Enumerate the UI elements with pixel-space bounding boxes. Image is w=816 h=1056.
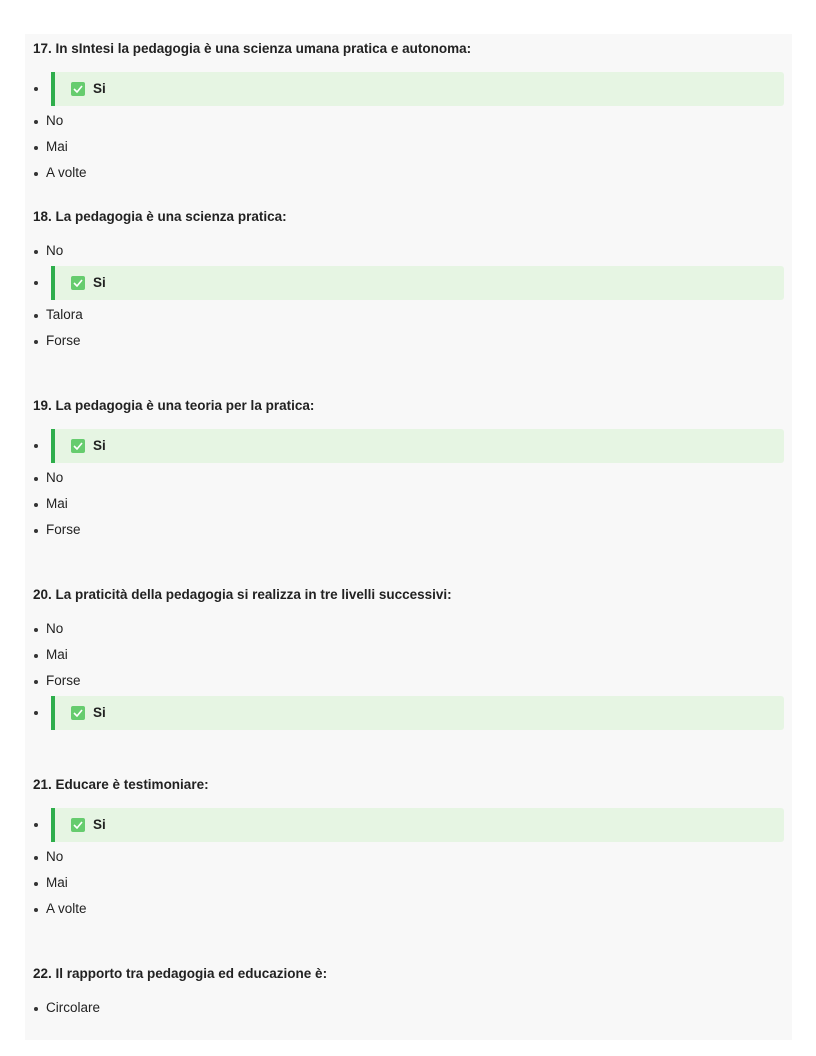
answer-label: Mai xyxy=(46,647,68,662)
correct-answer-highlight xyxy=(51,808,784,842)
correct-answer-option xyxy=(33,266,784,300)
question-title: 17. In sIntesi la pedagogia è una scienza umana pratica e autonoma: xyxy=(33,41,472,56)
correct-answer-highlight xyxy=(51,72,784,106)
answer-label: A volte xyxy=(46,901,87,916)
answer-label: No xyxy=(46,470,64,485)
answer-label: A volte xyxy=(46,165,87,180)
answer-option xyxy=(33,240,784,262)
answer-option xyxy=(33,670,784,692)
answer-label: No xyxy=(46,243,64,258)
answer-list xyxy=(33,618,784,730)
answer-option xyxy=(33,162,784,184)
quiz-panel xyxy=(25,34,792,1040)
question-block xyxy=(33,586,784,734)
answer-option xyxy=(33,872,784,894)
answer-label: Si xyxy=(93,438,106,453)
correct-answer-option xyxy=(33,429,784,463)
checkbox-checked-icon xyxy=(71,818,85,832)
answer-option xyxy=(33,644,784,666)
answer-option xyxy=(33,898,784,920)
answer-option xyxy=(33,519,784,541)
answer-option xyxy=(33,493,784,515)
question-block xyxy=(33,208,784,356)
answer-option xyxy=(33,304,784,326)
answer-label: Si xyxy=(93,81,106,96)
answer-option xyxy=(33,110,784,132)
question-title: 22. Il rapporto tra pedagogia ed educazione è: xyxy=(33,966,328,981)
answer-label: Mai xyxy=(46,139,68,154)
answer-list xyxy=(33,72,784,184)
answer-label: Si xyxy=(93,275,106,290)
answer-label: Forse xyxy=(46,333,81,348)
answer-option xyxy=(33,136,784,158)
answer-label: Mai xyxy=(46,875,68,890)
answer-label: No xyxy=(46,621,64,636)
answer-option xyxy=(33,330,784,352)
question-block xyxy=(33,965,784,1023)
answer-label: Si xyxy=(93,705,106,720)
correct-answer-highlight xyxy=(51,696,784,730)
correct-answer-highlight xyxy=(51,266,784,300)
answer-label: No xyxy=(46,113,64,128)
question-block xyxy=(33,40,784,188)
answer-label: Forse xyxy=(46,673,81,688)
question-block xyxy=(33,397,784,545)
correct-answer-option xyxy=(33,72,784,106)
answer-label: Forse xyxy=(46,522,81,537)
question-title: 19. La pedagogia è una teoria per la pratica: xyxy=(33,398,315,413)
correct-answer-highlight xyxy=(51,429,784,463)
checkbox-checked-icon xyxy=(71,706,85,720)
correct-answer-option xyxy=(33,808,784,842)
question-title: 20. La praticità della pedagogia si realizza in tre livelli successivi: xyxy=(33,587,452,602)
checkbox-checked-icon xyxy=(71,439,85,453)
checkbox-checked-icon xyxy=(71,276,85,290)
answer-label: Mai xyxy=(46,496,68,511)
question-title: 21. Educare è testimoniare: xyxy=(33,777,209,792)
question-title: 18. La pedagogia è una scienza pratica: xyxy=(33,209,287,224)
answer-list xyxy=(33,808,784,920)
answer-label: Circolare xyxy=(46,1000,101,1015)
answer-list xyxy=(33,429,784,541)
answer-list xyxy=(33,240,784,352)
answer-option xyxy=(33,467,784,489)
answer-option xyxy=(33,846,784,868)
question-block xyxy=(33,776,784,924)
answer-option xyxy=(33,997,784,1019)
correct-answer-option xyxy=(33,696,784,730)
answer-label: No xyxy=(46,849,64,864)
answer-label: Talora xyxy=(46,307,83,322)
answer-label: Si xyxy=(93,817,106,832)
checkbox-checked-icon xyxy=(71,82,85,96)
answer-list xyxy=(33,997,784,1019)
answer-option xyxy=(33,618,784,640)
